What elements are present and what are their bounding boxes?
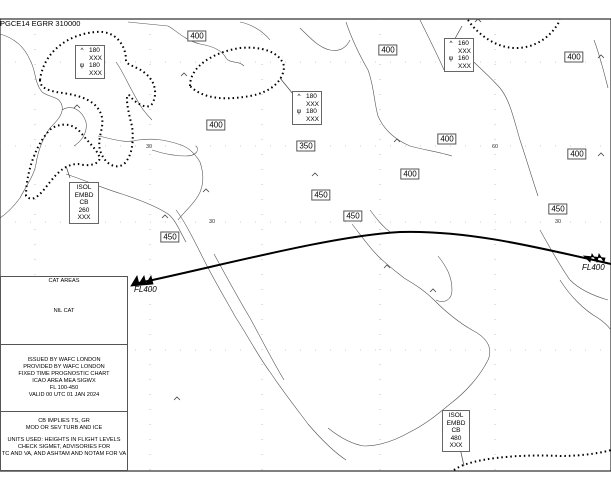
- notes-line: CHECK SIGMET, ADVISORIES FOR: [17, 444, 111, 450]
- cb-line: 480: [450, 434, 462, 442]
- turb-top: 180: [306, 93, 317, 100]
- flight-level-label: 400: [378, 45, 397, 56]
- cb-line: ISOL: [76, 184, 92, 191]
- icing-icon: ψ: [79, 62, 85, 69]
- turb-top: 160: [458, 40, 469, 47]
- icing-icon: ψ: [448, 55, 454, 62]
- flight-level-label: 400: [206, 120, 225, 131]
- cb-line: ISOL: [448, 412, 464, 419]
- graticule-label: 30: [146, 144, 153, 150]
- cb-info-box: [442, 410, 470, 452]
- jet-fl-label-east: FL400: [582, 263, 605, 272]
- cb-line: XXX: [77, 214, 91, 221]
- issuer-line: ICAO AREA MEA SIGWX: [32, 378, 96, 384]
- icing-base: XXX: [458, 62, 472, 70]
- icing-base: XXX: [306, 115, 320, 123]
- notes-line: MOD OR SEV TURB AND ICE: [25, 425, 103, 431]
- jet-fl-label-west: FL400: [134, 285, 157, 294]
- cat-areas-panel: [0, 276, 128, 345]
- flight-level-label: 450: [548, 204, 567, 215]
- cat-areas-body: NIL CAT: [53, 308, 75, 314]
- turbulence-icing-box: [292, 91, 322, 125]
- notes-line: CB IMPLIES TS, GR: [38, 418, 90, 424]
- graticule-label: 30: [209, 219, 216, 225]
- graticule-label: 60: [492, 144, 499, 150]
- flight-level-label: 400: [567, 149, 586, 160]
- cb-line: 260: [78, 206, 90, 214]
- issuer-panel: [0, 344, 128, 412]
- cb-info-box: [69, 182, 99, 224]
- issuer-line: FL 100-450: [49, 385, 79, 391]
- notes-panel: [0, 411, 128, 471]
- icing-blank: [447, 63, 455, 71]
- cat-areas-title: CAT AREAS: [48, 278, 80, 284]
- turbulence-icon: ^: [449, 40, 453, 47]
- cb-line: EMBD: [74, 191, 94, 199]
- notes-line: UNITS USED: HEIGHTS IN FLIGHT LEVELS: [7, 437, 121, 443]
- icing-blank: [78, 70, 86, 78]
- flight-level-label: 400: [187, 31, 206, 42]
- turbulence-icing-box: [444, 38, 474, 72]
- icing-icon: ψ: [296, 108, 302, 115]
- flight-level-label: 450: [160, 232, 179, 243]
- issuer-line: PROVIDED BY WAFC LONDON: [23, 364, 105, 370]
- icing-top: 180: [89, 62, 100, 69]
- icing-top: 160: [458, 55, 469, 62]
- flight-level-label: 400: [437, 134, 456, 145]
- issuer-line: VALID 00 UTC 01 JAN 2024: [28, 392, 100, 398]
- turb-base: XXX: [306, 100, 320, 108]
- chart-header: PGCE14 EGRR 310000: [0, 19, 81, 28]
- issuer-line: FIXED TIME PROGNOSTIC CHART: [18, 371, 110, 377]
- turb-base: XXX: [458, 47, 472, 55]
- issuer-line: ISSUED BY WAFC LONDON: [27, 357, 101, 363]
- cb-line: CB: [451, 427, 461, 434]
- turb-blank: [295, 101, 303, 109]
- turbulence-icon: ^: [80, 47, 84, 54]
- flight-level-label: 450: [343, 211, 362, 222]
- cb-line: XXX: [449, 442, 463, 449]
- turb-blank: [447, 48, 455, 56]
- graticule-label: 30: [555, 219, 562, 225]
- cb-line: EMBD: [446, 419, 466, 427]
- icing-top: 180: [306, 108, 317, 115]
- turb-blank: [78, 55, 86, 63]
- notes-line: TC AND VA, AND ASHTAM AND NOTAM FOR VA: [1, 451, 127, 457]
- flight-level-label: 450: [311, 190, 330, 201]
- turbulence-icon: ^: [297, 93, 301, 100]
- turbulence-icing-box: [75, 45, 105, 79]
- cb-line: CB: [79, 199, 89, 206]
- flight-level-label: 400: [400, 169, 419, 180]
- flight-level-label: 400: [564, 52, 583, 63]
- icing-blank: [295, 116, 303, 124]
- turb-base: XXX: [89, 54, 103, 62]
- turb-top: 180: [89, 47, 100, 54]
- flight-level-label: 350: [296, 141, 315, 152]
- icing-base: XXX: [89, 69, 103, 77]
